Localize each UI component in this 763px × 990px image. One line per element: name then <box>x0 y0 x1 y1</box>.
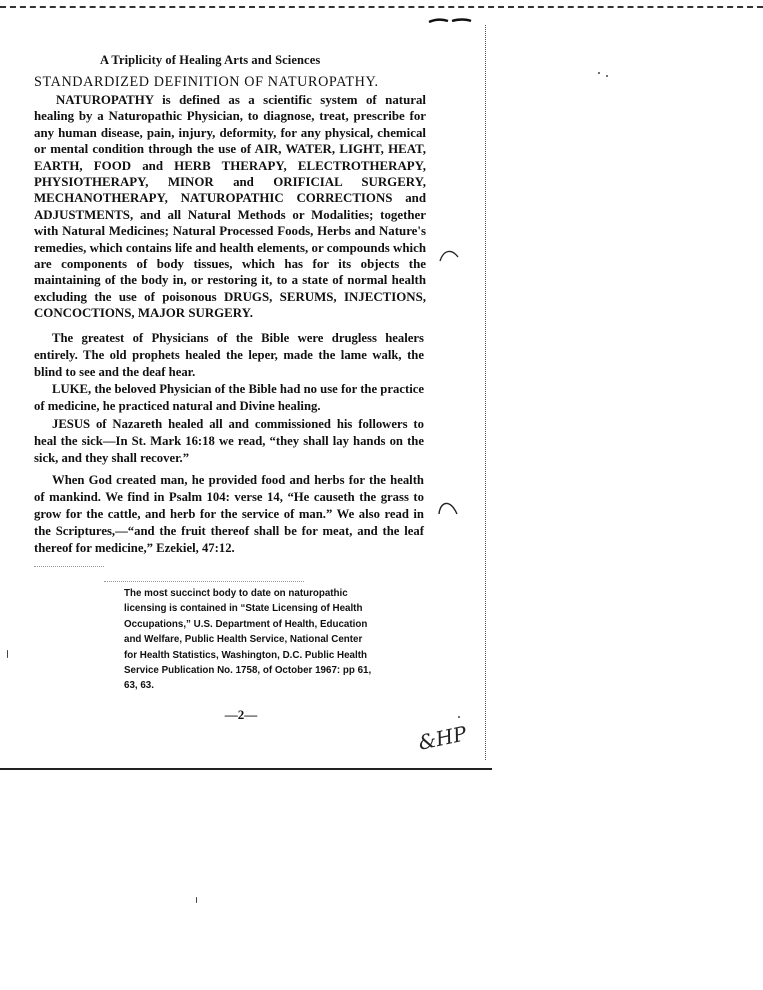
body-paragraph-2: LUKE, the beloved Physician of the Bible had no use for the practice of medicine, he practiced natural and Divine healing. <box>34 382 424 413</box>
scan-top-edge <box>0 6 763 8</box>
body-paragraph-1: The greatest of Physicians of the Bible were drugless healers entirely. The old prophets healed the leper, made the lame walk, the blind to see and the deaf hear. <box>34 331 424 379</box>
body-paragraph-3: JESUS of Nazareth healed all and commissioned his followers to heal the sick—In St. Mark 16:18 we read, “they shall lay hands on the sick, and they shall recover.” <box>34 417 424 465</box>
scan-speck <box>458 716 460 718</box>
body-paragraph-4: When God created man, he provided food and herbs for the health of mankind. We find in Psalm 104: verse 14, “He causeth the grass to grow for the cattle, and herb for the service of man.” We also read in the Scriptures,—“and the fruit thereof shall be for meat, and the leaf thereof for medicine,” Ezekiel, 47:12. <box>34 473 424 555</box>
ink-mark <box>428 18 472 24</box>
page-number: —2— <box>224 707 258 722</box>
separator-dots <box>34 566 104 567</box>
handwritten-initials: &HP <box>416 721 469 755</box>
page-right-edge <box>485 25 486 760</box>
definition-paragraph: NATUROPATHY is defined as a scientific system of natural healing by a Naturopathic Physician, to diagnose, treat, prescribe for any human disease, pain, injury, deformity, for any physical, chemical or mental condition through the use of AIR, WATER, LIGHT, HEAT, EARTH, FOOD and HERB THERAPY, ELECTROTHERAPY, PHYSIOTHERAPY, MINOR and ORIFICIAL SURGERY, MECHANOTHERAPY, NATUROPATHIC CORRECTIONS and ADJUSTMENTS, and all Natural Methods or Modalities; together with Natural Medicines; Natural Processed Foods, Herbs and Nature's remedies, which contains life and health elements, or compounds which are components of body tissues, which has for its objects the maintaining of the body in, or restoring it, to a state of normal health excluding the use of poisonous DRUGS, SERUMS, INJECTIONS, CONCOCTIONS, MAJOR SURGERY. <box>34 93 426 321</box>
scan-speck <box>7 650 8 658</box>
running-head: A Triplicity of Healing Arts and Sciences <box>100 53 321 67</box>
scan-speck <box>196 897 197 903</box>
margin-arc-mark <box>438 247 460 263</box>
scan-speck <box>598 72 600 74</box>
scan-bottom-edge <box>0 768 492 770</box>
scan-speck <box>606 75 608 77</box>
margin-arc-mark <box>436 496 460 518</box>
separator-dots <box>104 581 304 582</box>
footnote: The most succinct body to date on naturopathic licensing is contained in “State Licensing of Health Occupations,” U.S. Department of Health, Education and Welfare, Public Health Service, National Center for Health Statistics, Washington, D.C. Public Health Service Publication No. 1758, of October 1967: pp 61, 63, 63. <box>124 588 372 692</box>
section-title: STANDARDIZED DEFINITION OF NATUROPATHY. <box>34 74 379 90</box>
